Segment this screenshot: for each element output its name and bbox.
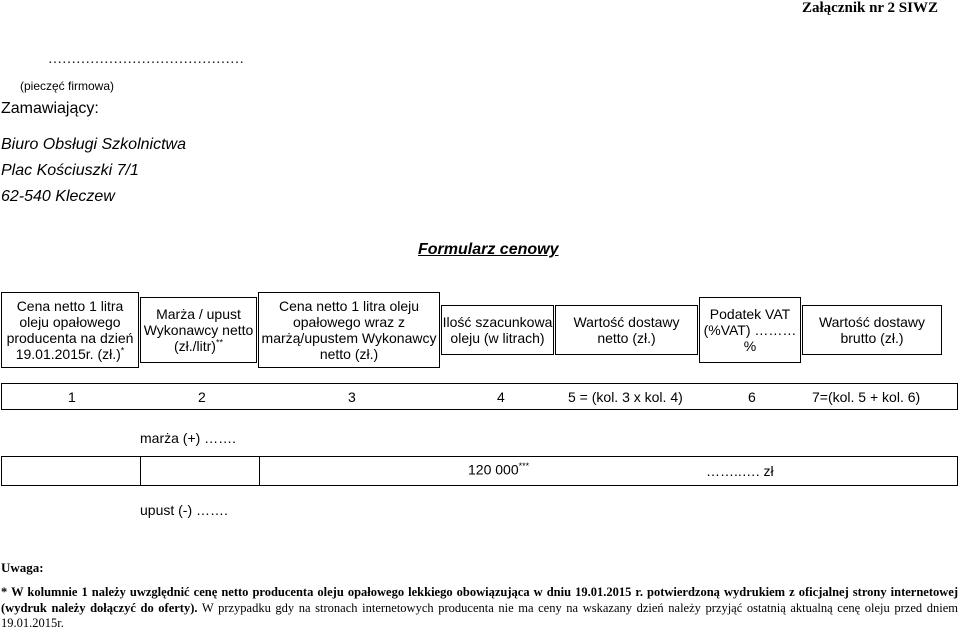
column-number: 7=(kol. 5 + kol. 6) <box>812 389 921 405</box>
stamp-label: (pieczęć firmowa) <box>20 79 115 93</box>
column-number: 1 <box>68 389 76 405</box>
annex-label: Załącznik nr 2 SIWZ <box>801 0 938 16</box>
column-header-6: Podatek VAT (%VAT) ………% <box>699 297 801 363</box>
column-header-1: Cena netto 1 litra oleju opałowego producenta na dzień 19.01.2015r. (zł.)* <box>1 292 139 368</box>
net-value-placeholder: ……..…. zł <box>706 463 774 479</box>
note-title: Uwaga: <box>1 560 44 575</box>
column-number: 6 <box>748 389 756 405</box>
column-numbers-row <box>1 383 958 410</box>
column-number: 3 <box>348 389 356 405</box>
orderer-label: Zamawiający: <box>1 100 99 117</box>
margin-plus-label: marża (+) ……. <box>140 430 237 446</box>
quantity-value: 120 000*** <box>468 461 530 478</box>
note-body <box>1 585 958 632</box>
column-header-7: Wartość dostawy brutto (zł.) <box>802 305 942 355</box>
row-divider <box>259 457 260 485</box>
column-number: 5 = (kol. 3 x kol. 4) <box>568 389 683 405</box>
column-number: 2 <box>198 389 206 405</box>
column-header-5: Wartość dostawy netto (zł.) <box>555 305 698 355</box>
column-header-4: Ilość szacunkowa oleju (w litrach) <box>441 305 554 355</box>
discount-minus-label: upust (-) ……. <box>140 502 228 518</box>
orderer-line-1: Biuro Obsługi Szkolnictwa <box>1 136 186 153</box>
orderer-line-3: 62-540 Kleczew <box>1 188 115 205</box>
column-header-2: Marża / upust Wykonawcy netto (zł./litr)** <box>140 297 257 363</box>
stamp-dots: …………………………………… <box>48 52 244 67</box>
column-header-3: Cena netto 1 litra oleju opałowego wraz z marżą/upustem Wykonawcy netto (zł.) <box>258 292 440 368</box>
note-bold-part: * W kolumnie 1 należy uwzględnić cenę netto producenta oleju opałowego lekkiego obowiązująca w dniu 19.01.2015 r. potwierdzoną wydrukiem z oficjalnej strony internetowej (wydruk należy dołączyć do oferty). <box>1 585 958 615</box>
row-divider <box>140 457 141 485</box>
note-normal-part: W przypadku gdy na stronach internetowych producenta nie ma ceny na wskazany dzień należy przyjąć ostatnią aktualną cenę oleju przed dniem 19.01.2015r. <box>1 600 958 630</box>
orderer-line-2: Plac Kościuszki 7/1 <box>1 162 139 179</box>
column-number: 4 <box>497 389 505 405</box>
form-title: Formularz cenowy <box>418 241 559 258</box>
